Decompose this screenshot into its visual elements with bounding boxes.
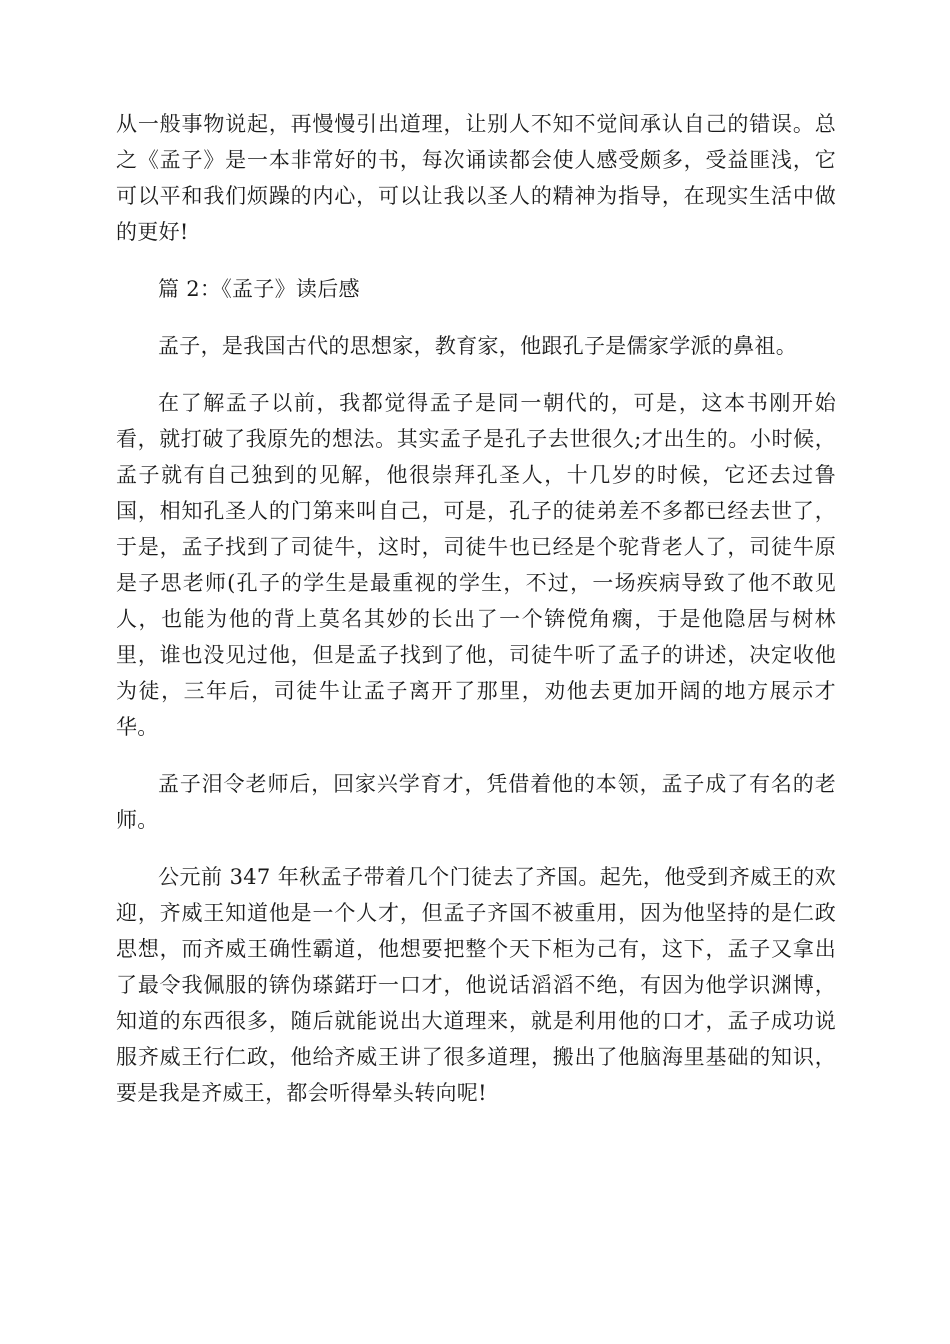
document-page: [116, 106, 836, 1132]
paragraph-mencius-qi: 公元前 347 年秋孟子带着几个门徒去了齐国。起先，他受到齐威王的欢迎，齐威王知道他是一个人才，但孟子齐国不被重用，因为他坚持的是仁政思想，而齐威王确性霸道，他想要把整个天下柜为己有，这下，孟子又拿出了最令我佩服的锛伪瑹鍩玗一口才，他说话滔滔不绝，有因为他学识渊博，知道的东西很多，随后就能说出大道理来，就是利用他的口才，孟子成功说服齐威王行仁政，他给齐威王讲了很多道理，搬出了他脑海里基础的知识，要是我是齐威王，都会听得晕头转向呢!: [116, 865, 836, 1105]
paragraph-intro-continuation: 从一般事物说起，再慢慢引出道理，让别人不知不觉间承认自己的错误。总之《孟子》是一本非常好的书，每次诵读都会使人感受颇多，受益匪浅，它可以平和我们烦躁的内心，可以让我以圣人的精神为指导，在现实生活中做的更好!: [116, 112, 836, 244]
paragraph-mencius-intro: 孟子，是我国古代的思想家，教育家，他跟孔子是儒家学派的鼻祖。: [158, 334, 797, 358]
paragraph-mencius-teacher: 孟子泪令老师后，回家兴学育才，凭借着他的本领，孟子成了有名的老师。: [116, 772, 836, 832]
section-heading: 篇 2：《孟子》读后感: [158, 277, 360, 301]
paragraph-mencius-youth: 在了解孟子以前，我都觉得孟子是同一朝代的，可是，这本书刚开始看，就打破了我原先的想法。其实孟子是孔子去世很久;才出生的。小时候，孟子就有自己独到的见解，他很崇拜孔圣人，十几岁的时候，它还去过鲁国，相知孔圣人的门第来叫自己，可是，孔子的徒弟差不多都已经去世了，于是，孟子找到了司徒牛，这时，司徒牛也已经是个驼背老人了，司徒牛原是子思老师(孔子的学生是最重视的学生，不过，一场疾病导致了他不敢见人，也能为他的背上莫名其妙的长出了一个锛傥角瘸，于是他隐居与树林里，谁也没见过他，但是孟子找到了他，司徒牛听了孟子的讲述，决定收他为徒，三年后，司徒牛让孟子离开了那里，劝他去更加开阔的地方展示才华。: [116, 391, 836, 739]
